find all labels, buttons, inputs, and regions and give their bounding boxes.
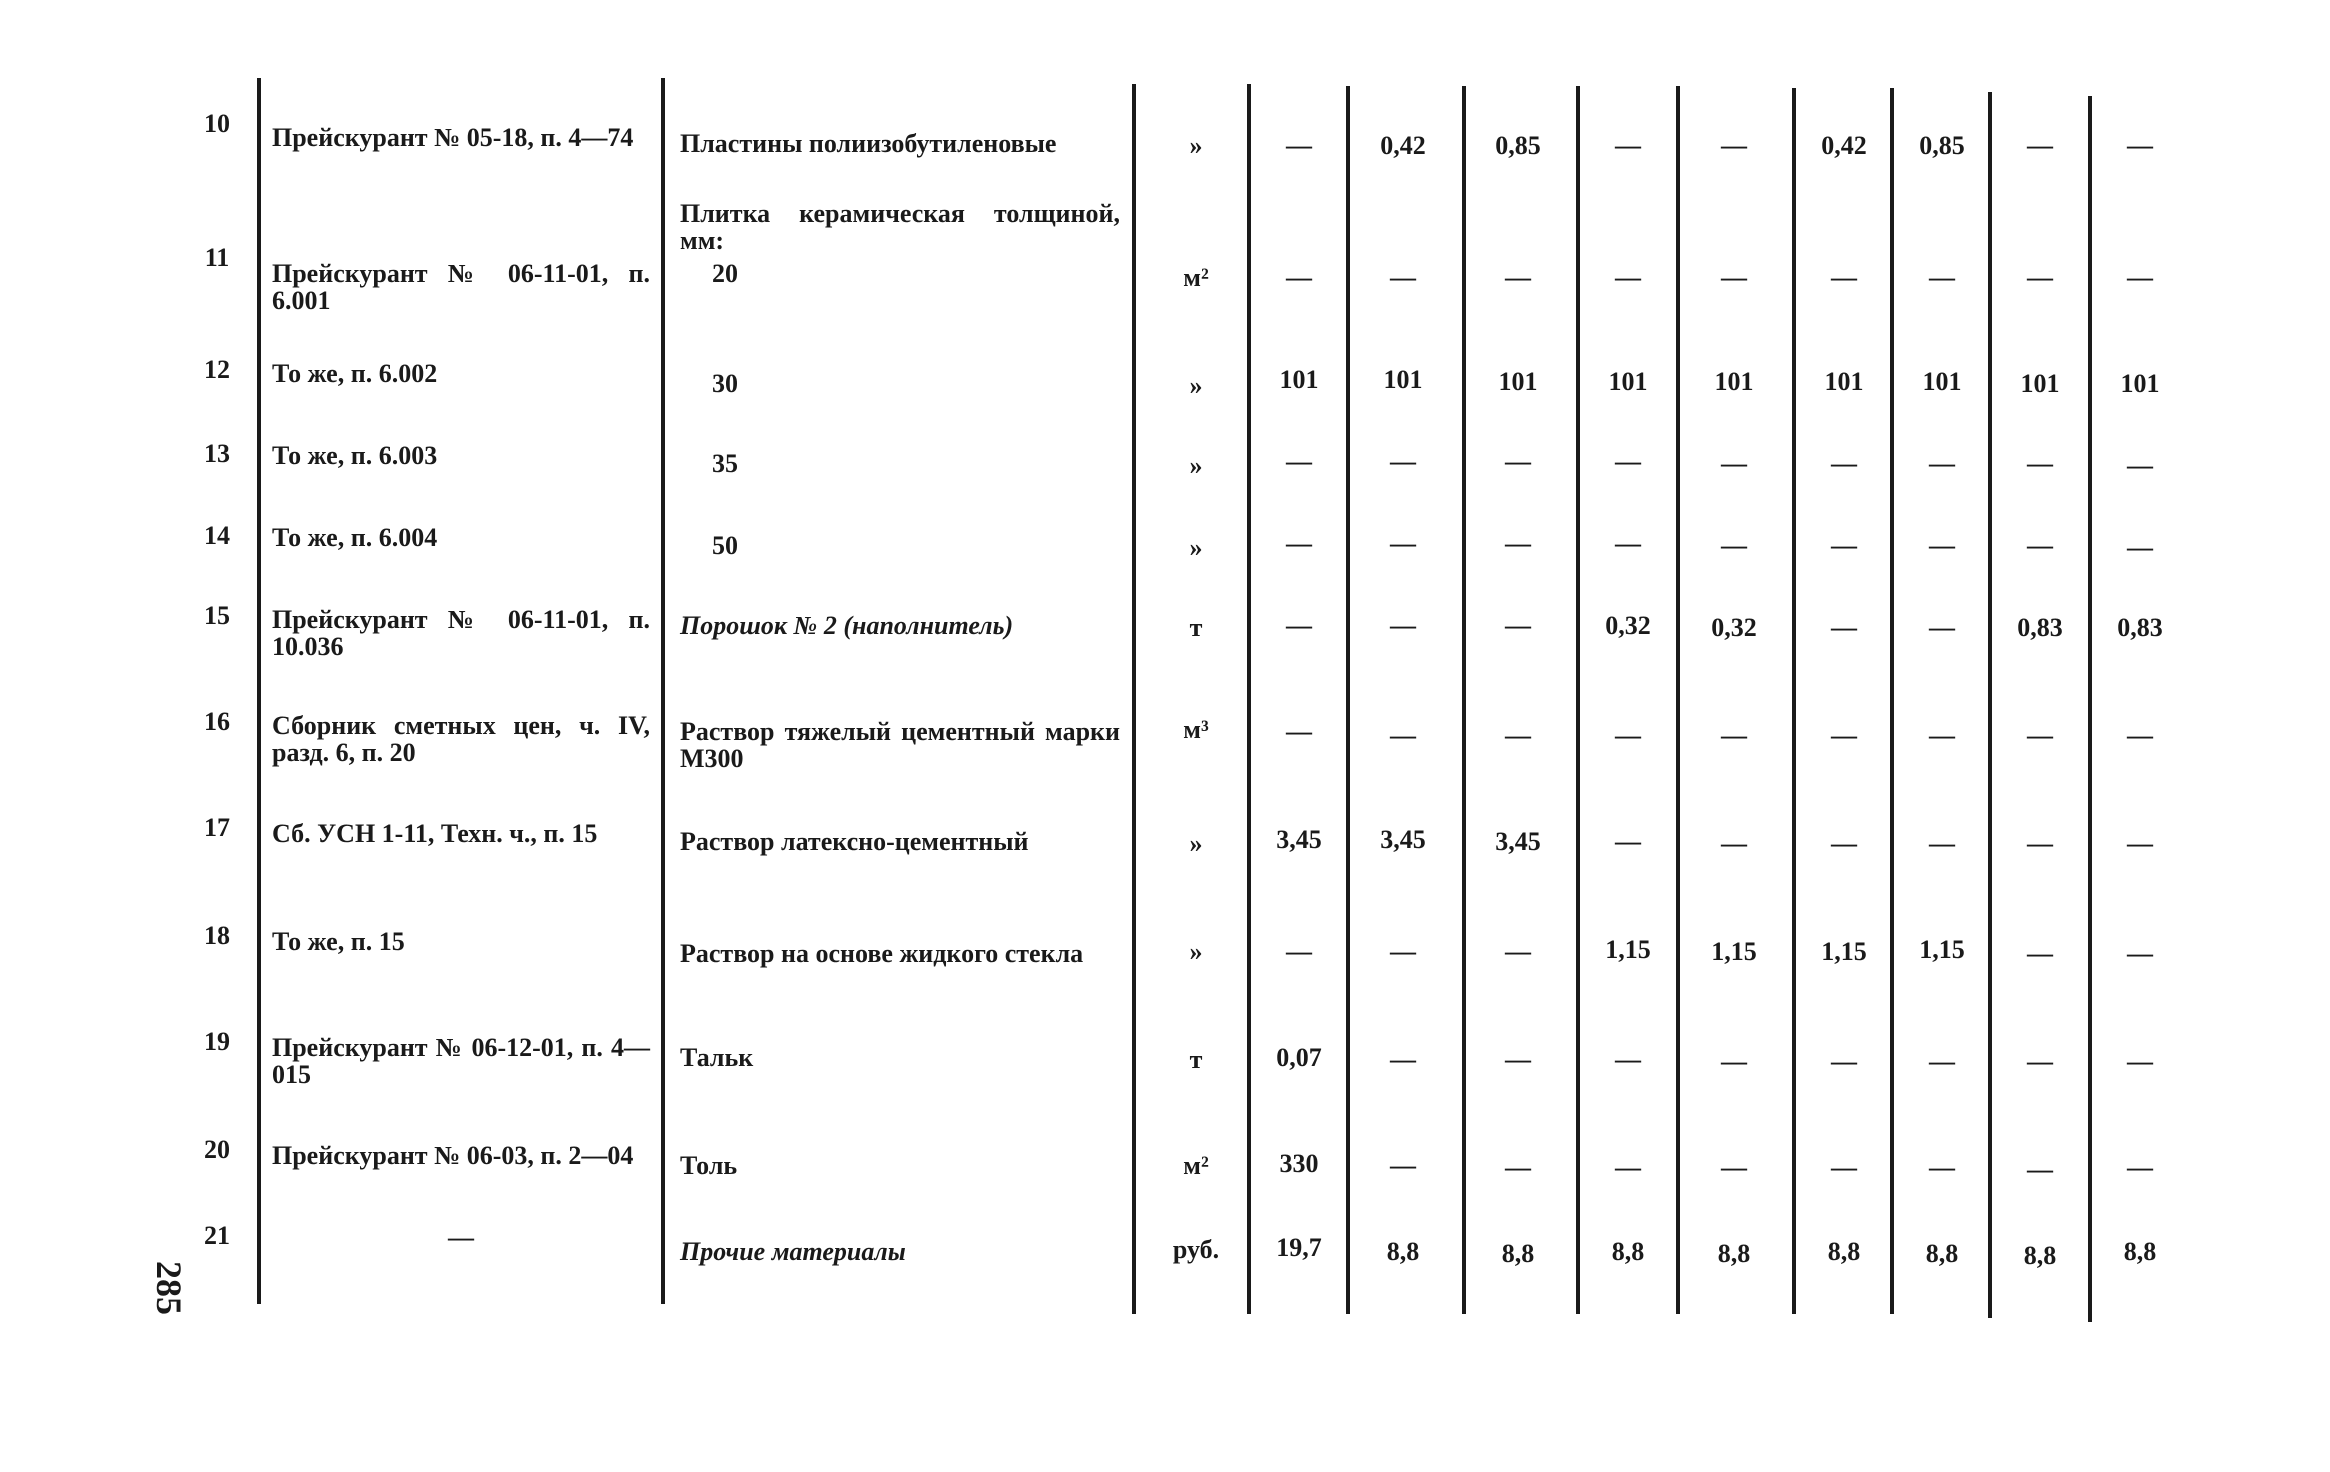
material-cell: Пластины полиизобутиленовые (680, 129, 1057, 158)
value-cell: 1,15 (1605, 935, 1651, 964)
unit-cell: » (1189, 829, 1203, 858)
source-cell: Прейскурант № 05-18, п. 4—74 (272, 123, 634, 152)
value-cell: — (1615, 263, 1641, 292)
value-cell: — (1831, 721, 1857, 750)
row-number: 18 (204, 921, 230, 950)
row-number: 21 (204, 1221, 230, 1250)
value-cell: 0,85 (1919, 131, 1965, 160)
table-row (0, 355, 2330, 400)
unit-cell: » (1189, 371, 1203, 400)
value-cell: — (1505, 1153, 1531, 1182)
table-row (0, 921, 2330, 968)
value-cell: — (1929, 721, 1955, 750)
value-cell: — (1615, 529, 1641, 558)
value-cell: — (1615, 827, 1641, 856)
value-cell: — (2027, 531, 2053, 560)
value-cell: — (1286, 937, 1312, 966)
value-cell: 1,15 (1821, 937, 1867, 966)
value-cell: — (1929, 1047, 1955, 1076)
table-row (0, 109, 2330, 160)
unit-cell: руб. (1172, 1235, 1220, 1264)
value-cell: — (1929, 263, 1955, 292)
unit-cell: » (1189, 533, 1203, 562)
row-number: 19 (204, 1027, 230, 1056)
value-cell: 101 (1279, 365, 1319, 394)
value-cell: — (1615, 721, 1641, 750)
value-cell: — (1615, 1045, 1641, 1074)
value-cell: — (1831, 829, 1857, 858)
material-cell: Порошок № 2 (наполнитель) (680, 611, 1014, 640)
value-cell: — (1505, 721, 1531, 750)
value-cell: 3,45 (1495, 827, 1541, 856)
value-cell: — (2027, 1155, 2053, 1184)
source-cell: То же, п. 6.004 (272, 523, 438, 552)
table-row (0, 439, 2330, 480)
value-cell: 330 (1279, 1149, 1319, 1178)
value-cell: 0,32 (1605, 611, 1651, 640)
row-number: 14 (204, 521, 230, 550)
value-cell: — (1721, 829, 1747, 858)
value-cell: — (1505, 611, 1531, 640)
value-cell: 101 (1608, 367, 1648, 396)
table-row (0, 1027, 2330, 1089)
value-cell: 101 (1498, 367, 1538, 396)
table-row (0, 243, 2330, 315)
value-cell: — (1390, 937, 1416, 966)
value-cell: — (1831, 1047, 1857, 1076)
material-cell: Раствор на основе жидкого стекла (680, 939, 1084, 968)
value-cell: — (1505, 1045, 1531, 1074)
row-number: 13 (204, 439, 230, 468)
value-cell: — (1721, 449, 1747, 478)
value-cell: — (2127, 533, 2153, 562)
value-cell: — (2027, 829, 2053, 858)
source-cell: То же, п. 6.003 (272, 441, 438, 470)
value-cell: — (1721, 531, 1747, 560)
value-cell: — (1721, 1047, 1747, 1076)
value-cell: — (2027, 263, 2053, 292)
value-cell: 1,15 (1711, 937, 1757, 966)
value-cell: 0,07 (1276, 1043, 1322, 1072)
material-cell: Прочие материалы (680, 1237, 906, 1266)
value-cell: — (2127, 131, 2153, 160)
row-number: 15 (204, 601, 230, 630)
table-row (0, 601, 2330, 661)
value-cell: — (1721, 131, 1747, 160)
value-cell: — (1721, 721, 1747, 750)
source-cell: Сборник сметных цен, ч. IV, разд. 6, п. 20 (272, 711, 650, 767)
unit-cell: м² (1183, 263, 1209, 292)
value-cell: 8,8 (1925, 1239, 1959, 1268)
value-cell: — (1831, 263, 1857, 292)
value-cell: — (1831, 449, 1857, 478)
source-cell: Прейскурант № 06-11-01, п. 6.001 (272, 259, 650, 315)
value-cell: — (2027, 449, 2053, 478)
source-cell: Прейскурант № 06-11-01, п. 10.036 (272, 605, 650, 661)
value-cell: — (1390, 611, 1416, 640)
row-number: 17 (204, 813, 230, 842)
unit-cell: т (1189, 613, 1203, 642)
value-cell: 3,45 (1276, 825, 1322, 854)
value-cell: — (1286, 263, 1312, 292)
value-cell: — (1286, 131, 1312, 160)
value-cell: — (1929, 1153, 1955, 1182)
value-cell: — (1615, 447, 1641, 476)
value-cell: — (2027, 721, 2053, 750)
value-cell: — (1505, 263, 1531, 292)
page-number: 285 (149, 1261, 189, 1315)
value-cell: 0,42 (1821, 131, 1867, 160)
unit-cell: т (1189, 1045, 1203, 1074)
value-cell: — (1929, 829, 1955, 858)
table-row (0, 199, 2330, 255)
value-cell: — (1505, 529, 1531, 558)
value-cell: 0,85 (1495, 131, 1541, 160)
value-cell: 8,8 (1827, 1237, 1861, 1266)
value-cell: 8,8 (1386, 1237, 1420, 1266)
unit-cell: м² (1183, 1151, 1209, 1180)
material-cell: 50 (712, 531, 738, 560)
material-cell: Раствор латексно-цементный (680, 827, 1029, 856)
value-cell: 101 (1824, 367, 1864, 396)
value-cell: — (1929, 449, 1955, 478)
value-cell: — (1286, 611, 1312, 640)
unit-cell: м³ (1183, 715, 1209, 744)
value-cell: 101 (1714, 367, 1754, 396)
table-row (0, 521, 2330, 562)
value-cell: 0,32 (1711, 613, 1757, 642)
table-row (0, 813, 2330, 858)
value-cell: — (2027, 1047, 2053, 1076)
value-cell: 0,83 (2117, 613, 2163, 642)
source-cell: Прейскурант № 06-03, п. 2—04 (272, 1141, 634, 1170)
table-row (0, 707, 2330, 773)
material-group-heading: Плитка керамическая толщиной, мм: (680, 199, 1120, 255)
value-cell: — (2127, 263, 2153, 292)
row-number: 20 (204, 1135, 230, 1164)
table-row (0, 1221, 2330, 1270)
value-cell: 8,8 (1717, 1239, 1751, 1268)
value-cell: — (1390, 447, 1416, 476)
value-cell: — (1286, 529, 1312, 558)
value-cell: — (2127, 829, 2153, 858)
value-cell: 19,7 (1276, 1233, 1322, 1262)
row-number: 10 (204, 109, 230, 138)
value-cell: — (1721, 263, 1747, 292)
value-cell: — (2127, 451, 2153, 480)
row-number: 12 (204, 355, 230, 384)
material-cell: Толь (680, 1151, 738, 1180)
value-cell: — (1390, 1045, 1416, 1074)
unit-cell: » (1189, 937, 1203, 966)
value-cell: — (1831, 613, 1857, 642)
value-cell: — (1615, 1153, 1641, 1182)
value-cell: — (1390, 1151, 1416, 1180)
value-cell: 8,8 (2123, 1237, 2157, 1266)
value-cell: 8,8 (2023, 1241, 2057, 1270)
value-cell: — (2027, 131, 2053, 160)
value-cell: — (2127, 1153, 2153, 1182)
value-cell: — (2127, 939, 2153, 968)
value-cell: — (1390, 529, 1416, 558)
value-cell: — (1390, 263, 1416, 292)
value-cell: 1,15 (1919, 935, 1965, 964)
unit-cell: » (1189, 131, 1203, 160)
value-cell: 8,8 (1501, 1239, 1535, 1268)
source-cell: Прейскурант № 06-12-01, п. 4—015 (272, 1033, 650, 1089)
value-cell: — (1286, 447, 1312, 476)
value-cell: — (1505, 447, 1531, 476)
value-cell: — (1390, 721, 1416, 750)
material-cell: Раствор тяжелый цементный марки М300 (680, 717, 1120, 773)
value-cell: — (1721, 1153, 1747, 1182)
value-cell: 0,83 (2017, 613, 2063, 642)
table-row (0, 1135, 2330, 1184)
value-cell: — (1505, 937, 1531, 966)
value-cell: — (1929, 531, 1955, 560)
material-cell: 20 (712, 259, 738, 288)
value-cell: — (1929, 613, 1955, 642)
row-number: 11 (204, 243, 230, 272)
value-cell: 3,45 (1380, 825, 1426, 854)
value-cell: 101 (2120, 369, 2160, 398)
value-cell: — (2127, 1047, 2153, 1076)
value-cell: 8,8 (1611, 1237, 1645, 1266)
value-cell: — (1615, 131, 1641, 160)
source-cell: То же, п. 15 (272, 927, 405, 956)
value-cell: 101 (2020, 369, 2060, 398)
value-cell: 0,42 (1380, 131, 1426, 160)
value-cell: — (1831, 531, 1857, 560)
row-number: 16 (204, 707, 230, 736)
value-cell: — (2127, 721, 2153, 750)
source-cell: Сб. УСН 1-11, Техн. ч., п. 15 (272, 819, 598, 848)
value-cell: — (1831, 1153, 1857, 1182)
material-cell: 35 (712, 449, 738, 478)
value-cell: 101 (1383, 365, 1423, 394)
material-cell: Тальк (680, 1043, 754, 1072)
value-cell: 101 (1922, 367, 1962, 396)
material-cell: 30 (712, 369, 738, 398)
source-cell: — (448, 1223, 474, 1252)
source-cell: То же, п. 6.002 (272, 359, 438, 388)
value-cell: — (1286, 717, 1312, 746)
unit-cell: » (1189, 451, 1203, 480)
value-cell: — (2027, 939, 2053, 968)
